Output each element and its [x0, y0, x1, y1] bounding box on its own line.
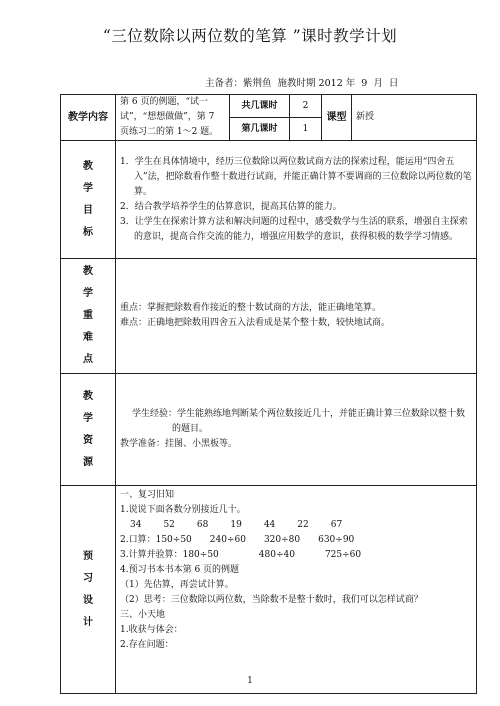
corner-heading: 三、小天地	[120, 610, 166, 620]
key-points-content	[116, 259, 477, 374]
number-list: 34 52 68 19 44 22 67	[130, 520, 343, 530]
experience-text: 学生经验：学生能熟练地判断某个两位数接近几十，并能正确计算三位数除以整十数的题目。	[132, 409, 466, 434]
question-2: 2.口算：150÷50 240÷60 320÷80 630÷90	[120, 535, 355, 545]
page-title: “三位数除以两位数的笔算 ”课时教学计划	[102, 27, 398, 45]
review-heading: 一、复习旧知	[120, 490, 175, 500]
lesson-type-label: 课型	[322, 95, 352, 141]
objective-item: 3．让学生在探索计算方法和解决问题的过程中，感受数学与生活的联系，增强自主探索的意识，提高合作交流的能力，增强应用数学的意识，获得积极的数学学习情感。	[120, 216, 468, 242]
key-point-text: 重点：掌握把除数看作接近的整十数试商的方法，能正确地笔算。	[120, 303, 382, 313]
content-label: 教学内容	[61, 95, 116, 141]
preview-label: 预 习 设 计	[61, 486, 116, 694]
resources-content	[116, 374, 477, 486]
question-3: 3.计算并验算：180÷50 480÷40 725÷60	[120, 550, 362, 560]
objective-item: 1．学生在具体情境中，经历三位数除以两位数试商方法的探索过程，能运用“四舍五入”法，把除数看作整十数进行试商，并能正确计算不要调商的三位数除以两位数的笔算。	[120, 156, 472, 197]
question-4b: （2）思考：三位数除以两位数，当除数不是整十数时，我们可以怎样试商？	[120, 595, 423, 605]
resources-label: 教 学 资 源	[61, 374, 116, 486]
question-1: 1.说说下面各数分别接近几十。	[120, 505, 246, 515]
question-4: 4.预习书本书本第 6 页的例题	[120, 565, 240, 575]
lesson-type-value: 新授	[352, 95, 477, 141]
which-hour-label: 第几课时	[230, 118, 290, 141]
page-number: 1	[247, 676, 253, 686]
total-hours-value: 2	[290, 95, 322, 118]
objectives-label: 教 学 目 标	[61, 141, 116, 259]
key-points-label: 教 学 重 难 点	[61, 259, 116, 374]
which-hour-value: 1	[290, 118, 322, 141]
total-hours-label: 共几课时	[230, 95, 290, 118]
content-text: 第 6 页的例题，“试一试”，“想想做做”，第 7 页练习二的第 1～2 题。	[116, 95, 230, 141]
lesson-plan-table	[60, 94, 477, 694]
gains-line: 1.收获与体会：	[120, 625, 183, 635]
author-date-line: 主备者：紫荆鱼 施教时期 2012 年 9 月 日	[205, 78, 399, 89]
question-4a: （1）先估算，再尝试计算。	[120, 580, 234, 590]
difficulty-text: 难点：正确地把除数用四舍五入法看成是某个整十数，较快地试商。	[120, 318, 391, 328]
objectives-content	[116, 141, 477, 259]
preview-content	[116, 486, 477, 694]
preparation-text: 教学准备：挂图、小黑板等。	[120, 439, 238, 449]
problems-line: 2.存在问题：	[120, 640, 174, 650]
objective-item: 2．结合教学培养学生的估算意识，提高其估算的能力。	[120, 201, 342, 212]
